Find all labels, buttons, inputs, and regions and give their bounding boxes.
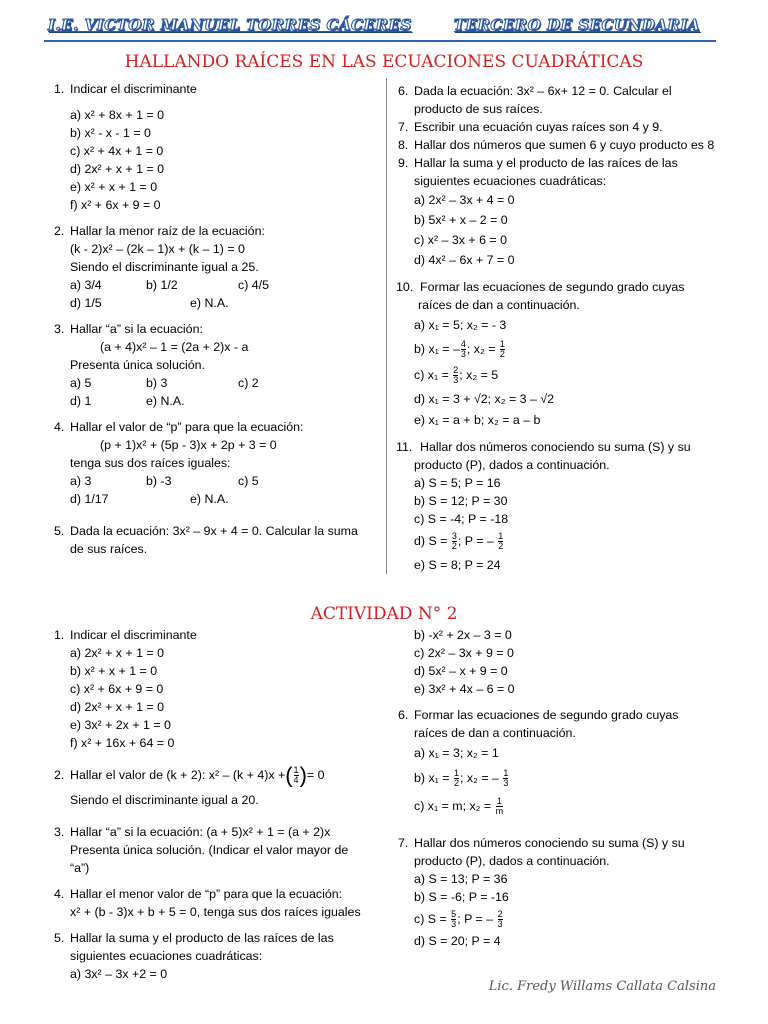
- s1-question-3: 3. Hallar “a” si la ecuación:: [54, 322, 203, 336]
- teacher-signature: Lic. Fredy Willams Callata Calsina: [488, 979, 716, 994]
- s1-q10-continuation: raíces de dan a continuación.: [418, 298, 580, 312]
- s2-q2-condition: Siendo el discriminante igual a 20.: [70, 792, 259, 807]
- s1-q3-options-2: d) 1 e) N.A.: [70, 394, 185, 408]
- s1-question-8: 8. Hallar dos números que sumen 6 y cuyo producto es 8: [398, 138, 715, 152]
- s2-question-1: 1. Indicar el discriminante: [54, 628, 197, 642]
- s1-q9-option: d) 4x² – 6x + 7 = 0: [414, 253, 515, 267]
- school-name: I.E. VICTOR MANUEL TORRES CÁCERES: [48, 16, 412, 34]
- s1-question-10: 10. Formar las ecuaciones de segundo grado cuyas: [396, 280, 685, 294]
- s2-question-3: 3. Hallar “a” si la ecuación: (a + 5)x² + 1 = (a + 2)x: [54, 824, 331, 839]
- column-divider: [386, 78, 387, 574]
- s2-question-5: 5. Hallar la suma y el producto de las raíces de las: [54, 930, 334, 945]
- s1-q9-option: c) x² – 3x + 6 = 0: [414, 233, 507, 247]
- s1-q9-option: a) 2x² – 3x + 4 = 0: [414, 193, 515, 207]
- s1-question-11: 11. Hallar dos números conociendo su suma (S) y su: [396, 440, 691, 454]
- s2-q5-option: c) 2x² – 3x + 9 = 0: [414, 646, 514, 660]
- s2-question-7: 7. Hallar dos números conociendo su suma (S) y su: [398, 836, 685, 850]
- fraction: $\frac{1}{2}$: [453, 768, 459, 789]
- s1-q10-option-b: b) x₁ = – $\frac{4}{3}$ ; x₂ = $\frac{1}{2}$: [414, 339, 505, 360]
- s1-q10-option-c: c) x₁ = $\frac{2}{3}$ ; x₂ = 5: [414, 365, 499, 386]
- s1-q9-option: b) 5x² + x – 2 = 0: [414, 213, 508, 227]
- section2-left-column: [54, 626, 394, 983]
- s1-question-9: 9. Hallar la suma y el producto de las raíces de las: [398, 156, 678, 170]
- s1-q11-option-d: d) S = $\frac{3}{2}$ ; P = – $\frac{1}{2}$: [414, 531, 504, 552]
- s2-question-2: 2. Hallar el valor de (k + 2): x² – (k + 4)x +( $\frac{1}{4}$ )= 0: [54, 762, 325, 788]
- s2-question-6: 6. Formar las ecuaciones de segundo grado cuyas: [398, 708, 679, 722]
- s1-q2-equation: (k - 2)x² – (2k – 1)x + (k – 1) = 0: [70, 242, 245, 256]
- s1-q11-option-c: c) S = -4; P = -18: [414, 512, 509, 526]
- s1-q3-options: a) 5 b) 3 c) 2: [70, 376, 259, 390]
- s1-question-4: 4. Hallar el valor de “p” para que la ecuación:: [54, 420, 304, 434]
- s1-q11-option-b: b) S = 12; P = 30: [414, 494, 508, 508]
- s2-q1-option: d) 2x² + x + 1 = 0: [70, 700, 165, 714]
- s1-q10-option-a: a) x₁ = 5; x₂ = - 3: [414, 318, 507, 332]
- s1-q4-condition: tenga sus dos raíces iguales:: [70, 456, 231, 470]
- s2-q6-option-c: c) x₁ = m; x₂ = $\frac{1}{m}$: [414, 796, 504, 817]
- s2-q7-option-c: c) S = $\frac{5}{3}$ ; P = – $\frac{2}{3}$: [414, 909, 503, 930]
- s1-q11-option-a: a) S = 5; P = 16: [414, 476, 501, 490]
- s2-q6-option-a: a) x₁ = 3; x₂ = 1: [414, 746, 499, 760]
- s1-q9-continuation: siguientes ecuaciones cuadráticas:: [414, 174, 607, 188]
- s1-q2-condition: Siendo el discriminante igual a 25.: [70, 260, 259, 274]
- section2-right-column: [398, 626, 738, 950]
- s2-q6-continuation: raíces de dan a continuación.: [414, 726, 576, 740]
- page-title: HALLANDO RAÍCES EN LAS ECUACIONES CUADRÁTICAS: [124, 52, 644, 72]
- fraction: $\frac{2}{3}$: [453, 365, 459, 386]
- s2-q1-option: a) 2x² + x + 1 = 0: [70, 646, 165, 660]
- s1-question-2: 2. Hallar la menor raíz de la ecuación:: [54, 224, 265, 238]
- fraction: $\frac{1}{m}$: [495, 796, 504, 817]
- s2-q5-option: b) -x² + 2x – 3 = 0: [414, 628, 512, 642]
- s1-q1-option: d) 2x² + x + 1 = 0: [70, 162, 165, 176]
- s2-q4-equation: x² + (b - 3)x + b + 5 = 0, tenga sus dos raíces iguales: [70, 904, 361, 919]
- s2-q5-option: e) 3x² + 4x – 6 = 0: [414, 682, 515, 696]
- fraction: $\frac{3}{2}$: [451, 531, 457, 552]
- s2-q5-option: d) 5x² – x + 9 = 0: [414, 664, 508, 678]
- grade-label: TERCERO DE SECUNDARIA: [453, 16, 700, 34]
- s2-q6-option-b: b) x₁ = $\frac{1}{2}$ ; x₂ = – $\frac{1}{3}$: [414, 768, 509, 789]
- header-divider: [44, 40, 716, 42]
- fraction: $\frac{2}{3}$: [497, 909, 503, 930]
- s2-q1-option: b) x² + x + 1 = 0: [70, 664, 158, 678]
- fraction: $\frac{5}{3}$: [451, 909, 457, 930]
- s1-question-1: 1. Indicar el discriminante: [54, 82, 197, 96]
- s2-question-4: 4. Hallar el menor valor de “p” para que la ecuación:: [54, 886, 343, 901]
- fraction: $\frac{1}{3}$: [503, 768, 509, 789]
- s1-q6-continuation: producto de sus raíces.: [414, 102, 543, 116]
- s2-q1-option: e) 3x² + 2x + 1 = 0: [70, 718, 171, 732]
- fraction: $\frac{4}{3}$: [460, 339, 466, 360]
- s1-q3-condition: Presenta única solución.: [70, 358, 206, 372]
- s1-q1-option: f) x² + 6x + 9 = 0: [70, 198, 161, 212]
- s1-q3-equation: (a + 4)x² – 1 = (2a + 2)x - a: [100, 340, 249, 354]
- s2-q7-continuation: producto (P), dados a continuación.: [414, 854, 610, 868]
- s2-q1-option: c) x² + 6x + 9 = 0: [70, 682, 164, 696]
- s2-q5-option: a) 3x² – 3x +2 = 0: [70, 966, 168, 981]
- s1-q1-option: a) x² + 8x + 1 = 0: [70, 108, 165, 122]
- activity-title: ACTIVIDAD N° 2: [310, 604, 458, 624]
- fraction: $\frac{1}{2}$: [498, 531, 504, 552]
- s2-q7-option-b: b) S = -6; P = -16: [414, 890, 509, 904]
- s1-q4-options: a) 3 b) -3 c) 5: [70, 474, 259, 488]
- s1-q10-option-e: e) x₁ = a + b; x₂ = a – b: [414, 413, 541, 427]
- s1-question-6: 6. Dada la ecuación: 3x² – 6x+ 12 = 0. Calcular el: [398, 84, 672, 98]
- s1-question-7: 7. Escribir una ecuación cuyas raíces son 4 y 9.: [398, 120, 663, 134]
- section1-left-column: [54, 80, 379, 558]
- s1-q1-option: e) x² + x + 1 = 0: [70, 180, 158, 194]
- section1-right-column: [398, 82, 738, 576]
- s1-q5-continuation: de sus raíces.: [70, 542, 148, 556]
- s1-q4-options-2: d) 1/17 e) N.A.: [70, 492, 229, 506]
- fraction: $\frac{1}{4}$: [293, 765, 299, 786]
- s1-q2-options: a) 3/4 b) 1/2 c) 4/5: [70, 278, 269, 292]
- s1-q1-option: c) x² + 4x + 1 = 0: [70, 144, 164, 158]
- s2-q1-option: f) x² + 16x + 64 = 0: [70, 736, 175, 750]
- s2-q7-option-d: d) S = 20; P = 4: [414, 934, 501, 948]
- s2-q5-continuation: siguientes ecuaciones cuadráticas:: [70, 948, 263, 963]
- s1-q1-option: b) x² - x - 1 = 0: [70, 126, 151, 140]
- s1-q4-equation: (p + 1)x² + (5p - 3)x + 2p + 3 = 0: [100, 438, 277, 452]
- s1-q11-option-e: e) S = 8; P = 24: [414, 558, 501, 572]
- s1-q10-option-d: d) x₁ = 3 + √2; x₂ = 3 – √2: [414, 392, 555, 406]
- s1-question-5: 5. Dada la ecuación: 3x² – 9x + 4 = 0. Calcular la suma: [54, 524, 358, 538]
- s2-q3-continuation-2: “a”): [70, 860, 90, 875]
- s1-q11-continuation: producto (P), dados a continuación.: [414, 458, 610, 472]
- s1-q2-options-2: d) 1/5 e) N.A.: [70, 296, 229, 310]
- s2-q3-continuation: Presenta única solución. (Indicar el valor mayor de: [70, 842, 349, 857]
- fraction: $\frac{1}{2}$: [499, 339, 505, 360]
- s2-q7-option-a: a) S = 13; P = 36: [414, 872, 508, 886]
